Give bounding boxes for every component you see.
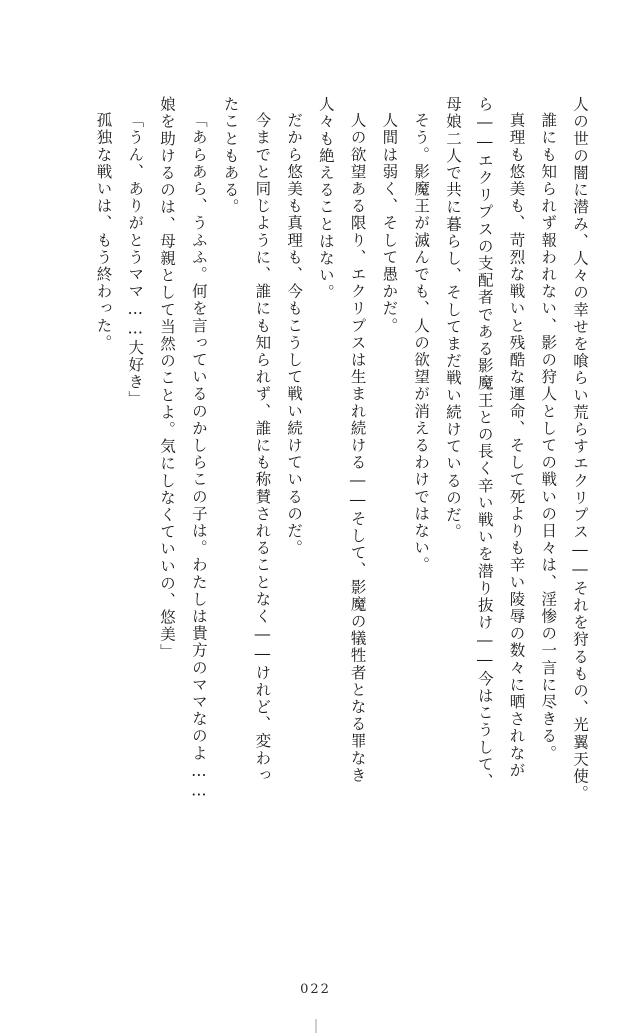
paragraph: 孤独な戦いは、もう終わった。 <box>94 112 113 352</box>
dialogue-paragraph: 「うん、ありがとうママ……大好き」 <box>126 112 145 408</box>
paragraph: 誰にも知られず報われない、影の狩人としての戦いの日々は、淫惨の一言に尽きる。 <box>539 112 558 762</box>
paragraph: 人間は弱く、そして愚かだ。 <box>380 112 399 335</box>
paragraph: たこともある。 <box>221 96 240 216</box>
paragraph-with-ruby: 母娘二人で共に暮らし、そしてまだ戦い続けているのだ。 <box>443 96 462 541</box>
paragraph: そう。影魔王が滅んでも、人の欲望が消えるわけではない。 <box>412 112 431 574</box>
vertical-text-body <box>36 96 595 926</box>
dialogue-paragraph: 「あらあら、うふふ。何を言っているのかしらこの子は。わたしは貴方のママなのよ…… <box>189 112 208 801</box>
paragraph: 人の欲望ある限り、エクリプスは生まれ続ける――そして、影魔の犠牲者となる罪なき <box>348 112 367 784</box>
paragraph: ら――エクリプスの支配者である影魔王との長く辛い戦いを潜り抜け――今はこうして、 <box>475 96 494 790</box>
paragraph: だから悠美も真理も、今もこうして戦い続けているのだ。 <box>285 112 304 557</box>
binding-mark <box>315 1019 317 1033</box>
paragraph: 人々も絶えることはない。 <box>316 96 335 302</box>
paragraph: 今までと同じように、誰にも知られず、誰にも称賛されることなく――けれど、変わっ <box>253 112 272 784</box>
paragraph: 人の世の闇に潜み、人々の幸せを喰らい荒らすエクリプス――それを狩るもの、光翼天使。 <box>571 96 589 803</box>
dialogue-paragraph: 娘を助けるのは、母親として当然のことよ。気にしなくていいの、悠美」 <box>158 96 177 661</box>
paragraph: 真理も悠美も、苛烈な戦いと残酷な運命、そして死よりも辛い陵辱の数々に晒されなが <box>507 112 526 779</box>
page-number: 022 <box>300 982 331 997</box>
